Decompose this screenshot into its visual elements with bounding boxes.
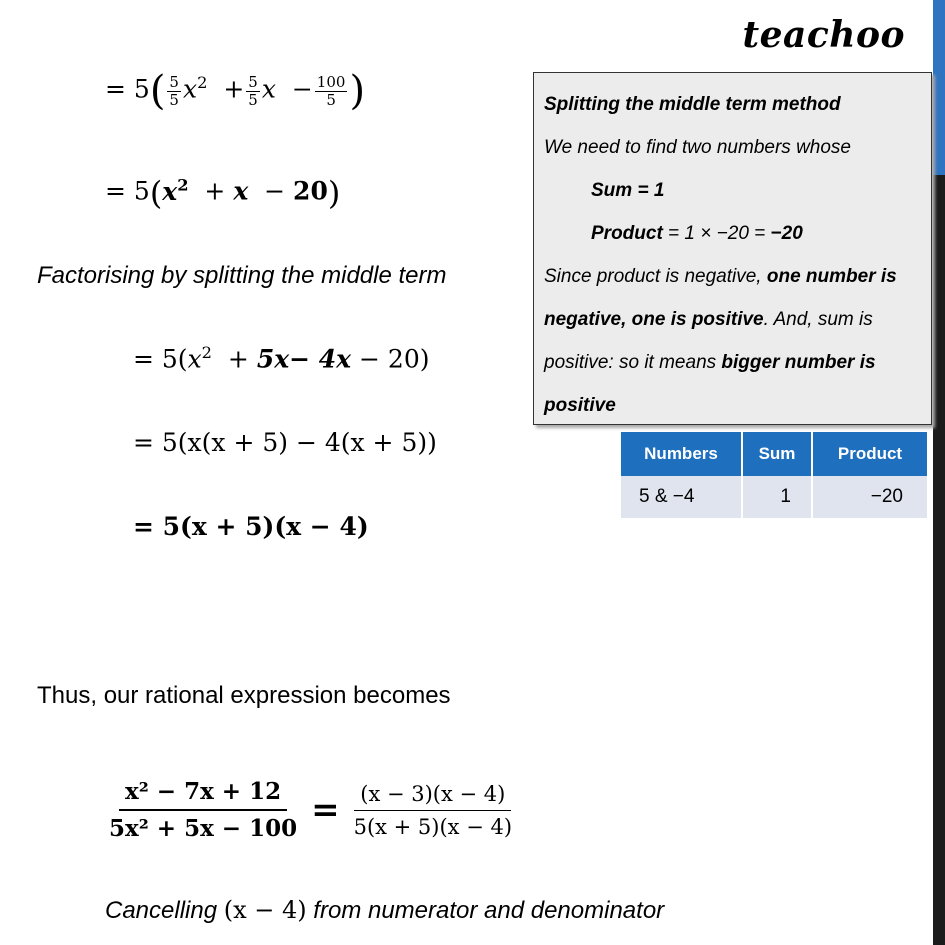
fraction-5-5b: $\frac{5}{5}$: [248, 72, 258, 109]
table-header: Product: [812, 432, 927, 476]
infobox-title: Splitting the middle term method: [544, 94, 841, 115]
step-line-1: = 5( $\frac{5}{5}$ $x^2$ + $\frac{5}{5}$ x − $\frac{100}{5}$ ): [105, 68, 366, 114]
table-cell: 5 & −4: [621, 476, 742, 518]
infobox-sum: Sum = 1: [591, 180, 665, 201]
step-line-4: = 5(x(x + 5) − 4(x + 5)): [133, 428, 437, 457]
fraction-5-5a: $\frac{5}{5}$: [169, 72, 179, 109]
fraction-100-5: $\frac{100}{5}$: [316, 72, 346, 109]
cancel-note: Cancelling (x − 4) from numerator and denominator: [105, 896, 665, 924]
table-header: Numbers: [621, 432, 742, 476]
teachoo-logo: teachoo: [742, 14, 905, 56]
line1-prefix: = 5: [105, 74, 150, 104]
table-cell: −20: [812, 476, 927, 518]
final-expression: [103, 778, 518, 842]
infobox-intro: We need to find two numbers whose: [544, 137, 851, 158]
lhs-fraction: $\frac{\text{x² − 7x + 12}}{\text{5x² + 5x − 100}}$: [109, 778, 298, 842]
infobox-product: Product = 1 × −20 = −20: [591, 223, 803, 244]
conclusion-text: Thus, our rational expression becomes: [37, 682, 451, 709]
table-row: [621, 476, 927, 518]
rhs-fraction: $\frac{(x - 3)(x - 4)}{5(x + 5)(x - 4)}$: [353, 781, 513, 839]
table-header-row: [621, 432, 927, 476]
equals-sign: =: [311, 790, 340, 830]
method-note: Factorising by splitting the middle term: [37, 262, 447, 289]
step-line-2: = $5(x^2 + x - 20)$: [105, 174, 341, 212]
splitting-method-infobox: [533, 72, 932, 425]
numbers-table: [621, 432, 927, 518]
step-line-3: = $5(x^2 + 5x- 4x - 20)$: [133, 343, 430, 374]
infobox-explanation: Since product is negative, one number is negative, one is positive. And, sum is positive: so it means bigger number is positive: [544, 266, 897, 416]
step-line-5: = 5(x + 5)(x − 4): [133, 512, 369, 541]
table-header: Sum: [742, 432, 812, 476]
scrollbar-thumb[interactable]: [933, 0, 945, 175]
table-cell: 1: [742, 476, 812, 518]
